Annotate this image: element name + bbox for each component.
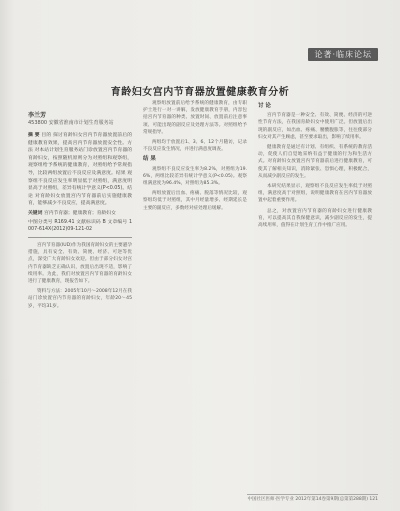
- article-title: 育龄妇女宫内节育器放置健康教育分析: [110, 87, 290, 98]
- section-heading-discussion: 讨 论: [258, 103, 271, 109]
- divider: [28, 233, 132, 238]
- section-tag: 论著·临床论坛: [308, 48, 378, 61]
- abstract-text: 目的 探讨育龄妇女宫内节育器放置前后的健康教育效果，提高宫内节育器放置安全性。方法 对本站计划生育服务站门诊放置宫内节育器的育龄妇女，按照随机原则分为对照组和观察组，观察组给予系统的健康教育，对照组给予常规指导，比较两组放置后不良反应及满意度。结果 观察组不良反应发生率明显低于对照组，满意度明显高于对照组，差异有统计学意义(P<0.05)。结论 对育龄妇女放置宫内节育器前后实施健康教育，能够减少不良反应，提高满意度。: [28, 133, 132, 207]
- author-name: 李兰芳: [28, 112, 47, 119]
- author-affiliation: 453800 安徽省淮南市计划生育服务站: [28, 120, 114, 126]
- keywords-text: 宫内节育器；健康教育；育龄妇女: [43, 210, 116, 216]
- classification-number: 中图分类号 R169.41 文献标识码 B 文章编号 1007-614X(2012)09-121-02: [28, 219, 132, 232]
- abstract-label: 摘 要: [28, 133, 40, 138]
- body-paragraph: 资料与方法：2005年10月～2008年12月在我站门诊放置宫内节育器的育龄妇女，年龄20～45岁，平均31岁。: [28, 289, 132, 309]
- section-heading-results: 结 果: [143, 156, 156, 163]
- body-paragraph: 两组均于放置后1、3、6、12个月随访，记录不良反应发生情况，并进行满意度调查。: [143, 140, 247, 153]
- keywords-label: 关键词: [28, 210, 43, 216]
- body-paragraph: 观察组放置前后给予系统的健康教育，由专职护士进行一对一讲解，发放健康教育手册，内容包括宫内节育器的种类、放置时间、放置前后注意事项、可能出现的副反应及处理方法等。对照组给予常规指导。: [143, 101, 247, 135]
- body-paragraph: 宫内节育器是一种安全、有效、简便、经济的可逆性节育方法，在我国育龄妇女中使用广泛。但放置后出现的副反应，如出血、疼痛、腰酸腹胀等，往往使部分妇女对其产生顾虑，甚至要求取出，影响了续用率。: [258, 113, 372, 140]
- body-paragraph: 健康教育是通过有计划、有组织、有系统的教育活动，促使人们自觉地采纳有益于健康的行为和生活方式。对育龄妇女放置宫内节育器前后进行健康教育，可使其了解相关知识，消除紧张、恐惧心理，积极配合，从而减少副反应的发生。: [258, 145, 372, 179]
- body-paragraph: 总之，对放置宫内节育器的育龄妇女进行健康教育，可以提高其自我保健意识，减少副反应的发生，提高续用率，值得在计划生育工作中推广应用。: [258, 208, 372, 229]
- body-paragraph: 两组放置后出血、疼痛、脱落等情况比较，观察组均低于对照组，其中月经量增多、经期延长是主要的副反应，多数经对症处理后缓解。: [143, 191, 247, 211]
- page-footer: 中国社区医师·医学专业 2012年第14卷第9期(总第第288期) 121: [247, 494, 378, 502]
- keywords: [28, 210, 132, 217]
- abstract: [28, 132, 132, 208]
- body-paragraph: 宫内节育器(IUD)作为我国育龄妇女的主要避孕措施，具有安全、有效、简便、经济、可逆等优点，深受广大育龄妇女欢迎。但由于部分妇女对宫内节育器缺乏正确认识，放置后出现不适，影响了续用率。为此，我们对放置宫内节育器的育龄妇女进行了健康教育，现报告如下。: [28, 242, 132, 284]
- column-right: [258, 100, 372, 491]
- column-left: [28, 132, 132, 491]
- column-middle: [143, 100, 247, 491]
- body-paragraph: 观察组不良反应发生率为8.2%，对照组为19.6%，两组比较差异有统计学意义(P<0.05)。观察组满意度为96.4%，对照组为85.3%。: [143, 166, 247, 187]
- body-paragraph: 本研究结果显示，观察组不良反应发生率低于对照组，满意度高于对照组，说明健康教育在宫内节育器放置中起着重要作用。: [258, 184, 372, 204]
